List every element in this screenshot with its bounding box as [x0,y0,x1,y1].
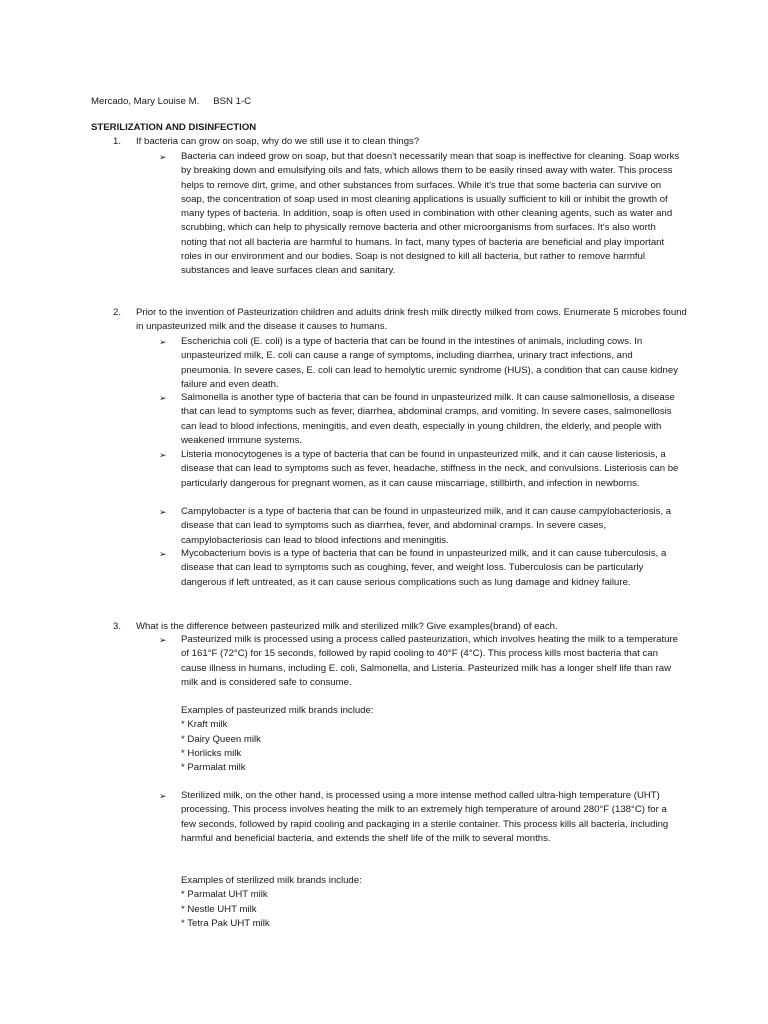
question-text: If bacteria can grow on soap, why do we still use it to clean things? [136,136,420,147]
brand-item: * Kraft milk [181,719,228,731]
sterilized-examples [181,874,681,931]
arrow-bullet-icon: ➢ [159,549,167,559]
pasteurized-examples [181,704,681,775]
question-text: What is the difference between pasteurized milk and sterilized milk? Give examples(brand) of each. [136,621,558,632]
examples-intro: Examples of sterilized milk brands include: [181,875,362,886]
arrow-bullet-icon: ➢ [159,450,167,460]
brand-item: * Dairy Queen milk [181,733,261,745]
answer-text: Listeria monocytogenes is a type of bacteria that can be found in unpasteurized milk, and it can cause listeriosis, a disease that can lead to symptoms such as fever, headache, stiffness in the neck, and convulsions. Listeriosis can be particularly dangerous for pregnant women, as it can cause miscarriage, stillbirth, and infection in newborns. [181,449,679,489]
answer-text: Escherichia coli (E. coli) is a type of bacteria that can be found in the intestines of animals, including cows. In unpasteurized milk, E. coli can cause a range of symptoms, including diarrhea, urinary tract infections, and pneumonia. In severe cases, E. coli can lead to hemolytic uremic syndrome (HUS), a condition that can cause kidney failure and even death. [181,336,678,390]
arrow-bullet-icon: ➢ [159,635,167,645]
answer-bullet [159,150,681,279]
answer-bullet [159,547,681,590]
answer-text: Sterilized milk, on the other hand, is processed using a more intense method called ultra-high temperature (UHT) processing. This process involves heating the milk to an extremely high temperature of around 280°F (138°C) for a few seconds, followed by rapid cooling and packaging in a sterile container. This process kills all bacteria, including harmful and beneficial bacteria, and extends the shelf life of the milk to several months. [181,790,669,844]
question-number: 2. [113,307,122,318]
question-text: Prior to the invention of Pasteurization children and adults drink fresh milk directly milked from cows. Enumerate 5 microbes found in unpasteurized milk and the disease it causes to humans. [136,307,687,333]
arrow-bullet-icon: ➢ [159,152,167,162]
examples-intro: Examples of pasteurized milk brands include: [181,705,374,716]
answer-text: Campylobacter is a type of bacteria that can be found in unpasteurized milk, and it can cause campylobacteriosis, a disease that can lead to symptoms such as diarrhea, fever, and abdominal cramps. In severe cases, campylobacteriosis can lead to blood infections and meningitis. [181,506,672,546]
answer-bullet [159,789,681,846]
answer-text: Bacteria can indeed grow on soap, but that doesn't necessarily mean that soap is ineffective for cleaning. Soap works by breaking down and emulsifying oils and fats, which allows them to be easily rinsed away with water. This process helps to remove dirt, grime, and other substances from surfaces. While it's true that some bacteria can survive on soap, the concentration of soap used in most cleaning applications is usually sufficient to kill or inhibit the growth of many types of bacteria. In addition, soap is often used in combination with other cleaning agents, such as water and scrubbing, which can help to physically remove bacteria and other microorganisms from surfaces. It's also worth noting that not all bacteria are harmful to humans. In fact, many types of bacteria are beneficial and play important roles in our environment and our bodies. Soap is not designed to kill all bacteria, but rather to remove harmful substances and leave surfaces clean and sanitary. [181,151,680,277]
brand-item: * Tetra Pak UHT milk [181,917,270,929]
answer-bullet [159,335,681,392]
answer-text: Pasteurized milk is processed using a process called pasteurization, which involves heating the milk to a temperature of 161°F (72°C) for 15 seconds, followed by rapid cooling to 40°F (4°C). This process kills most bacteria that can cause illness in humans, including E. coli, Salmonella, and Listeria. Pasteurized milk has a longer shelf life than raw milk and is considered safe to consume. [181,634,678,688]
question-number: 1. [113,136,122,147]
arrow-bullet-icon: ➢ [159,791,167,801]
answer-bullet [159,633,681,690]
brand-item: * Parmalat UHT milk [181,889,268,901]
answer-bullet [159,505,681,548]
arrow-bullet-icon: ➢ [159,507,167,517]
arrow-bullet-icon: ➢ [159,393,167,403]
answer-bullet [159,391,681,448]
student-header [91,95,251,109]
arrow-bullet-icon: ➢ [159,337,167,347]
answer-text: Mycobacterium bovis is a type of bacteria that can be found in unpasteurized milk, and it can cause tuberculosis, a disease that can lead to symptoms such as coughing, fever, and weight loss. Tuberculosis can be particularly dangerous if left untreated, as it can cause serious complications such as lung damage and kidney failure. [181,548,667,588]
question-2 [113,306,696,335]
student-name: Mercado, Mary Louise M. [91,96,200,107]
answer-bullet [159,448,681,491]
answer-text: Salmonella is another type of bacteria that can be found in unpasteurized milk. It can cause salmonellosis, a disease that can lead to symptoms such as fever, diarrhea, abdominal cramps, and vomiting. In severe cases, salmonellosis can lead to blood infections, meningitis, and even death, especially in young children, the elderly, and people with weakened immune systems. [181,392,675,446]
student-section: BSN 1-C [213,96,252,107]
document-title: STERILIZATION AND DISINFECTION [91,122,257,133]
brand-item: * Horlicks milk [181,747,242,759]
brand-item: * Nestle UHT milk [181,903,257,915]
question-number: 3. [113,621,122,632]
brand-item: * Parmalat milk [181,762,246,774]
question-1 [113,135,696,149]
